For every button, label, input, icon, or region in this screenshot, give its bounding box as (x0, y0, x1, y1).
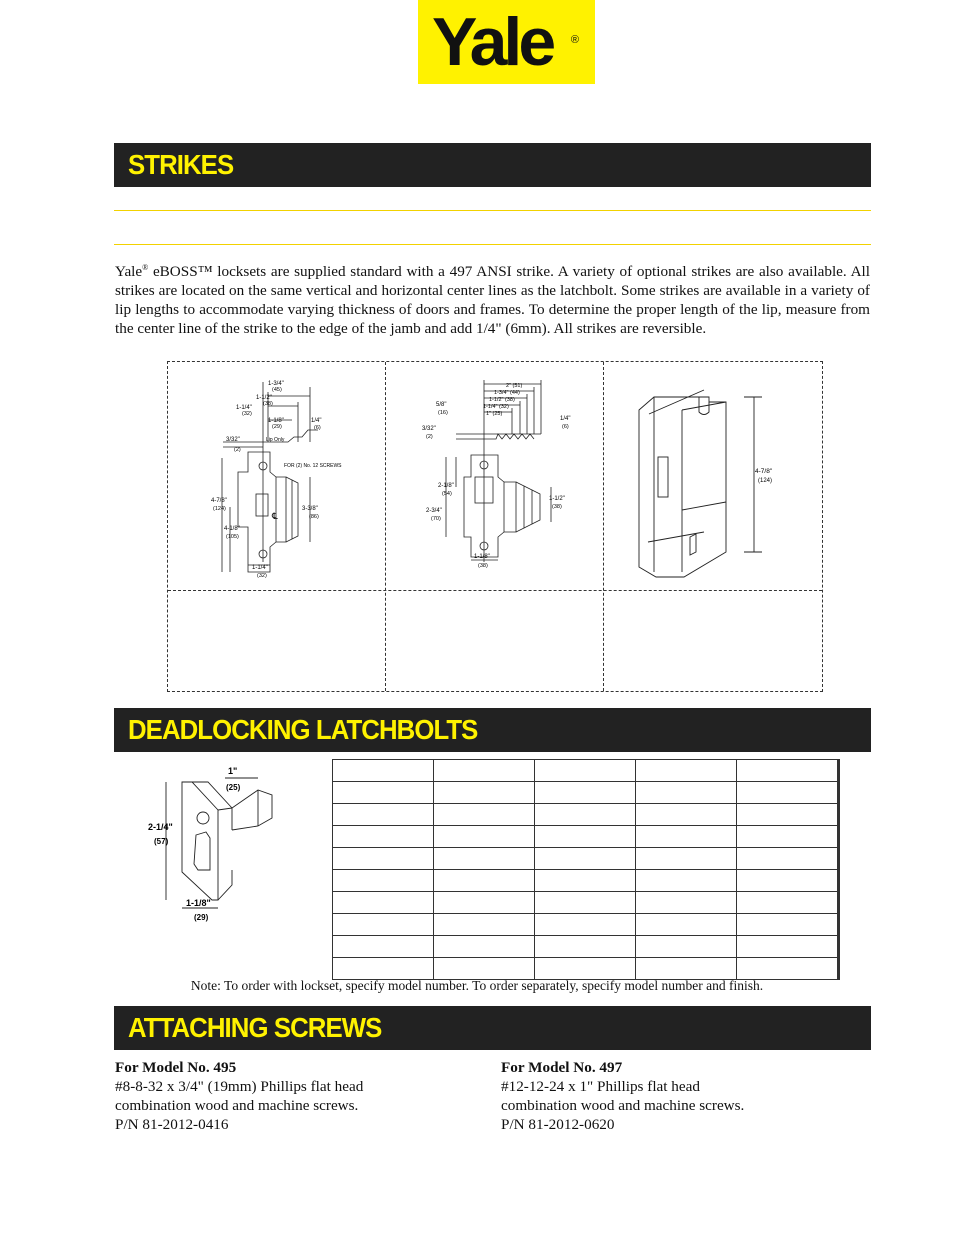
dim-label: 2-3/4" (426, 508, 442, 514)
dim-label: 5/8" (436, 402, 447, 408)
table-cell (333, 760, 434, 782)
latchbolt-table (332, 759, 840, 980)
table-cell (434, 826, 535, 848)
dim-label: (32) (242, 411, 252, 417)
dim-label: 1-1/8" (474, 554, 490, 560)
screw-part-number: P/N 81-2012-0416 (115, 1116, 229, 1133)
dim-label: (6) (562, 424, 569, 430)
row-divider (168, 590, 822, 591)
dim-label: 1-3/4" (268, 381, 284, 387)
table-row (333, 936, 840, 958)
table-cell (434, 848, 535, 870)
table-row (333, 804, 840, 826)
table-cell (839, 870, 840, 892)
table-cell (636, 826, 737, 848)
dim-label: 1-1/2" (38) (489, 397, 515, 403)
table-cell (737, 782, 838, 804)
screw-spec-495 (115, 1058, 363, 1134)
table-cell (434, 914, 535, 936)
strike-diagram-box-strike (604, 362, 822, 590)
dim-label: 1-1/4" (236, 405, 252, 411)
strike-diagram-497 (168, 362, 385, 590)
table-cell (333, 936, 434, 958)
attaching-title: ATTACHING SCREWS (128, 1012, 382, 1043)
table-cell (535, 760, 636, 782)
table-cell (737, 914, 838, 936)
logo-registered-mark: ® (570, 34, 579, 46)
order-note: Note: To order with lockset, specify model number. To order separately, specify model number and finish. (190, 978, 764, 993)
deadlocking-title: DEADLOCKING LATCHBOLTS (128, 714, 478, 745)
dim-label: (86) (309, 514, 319, 520)
table-row (333, 958, 840, 980)
strike-diagram-multi-lip (386, 362, 603, 590)
table-cell (333, 782, 434, 804)
table-cell (839, 826, 840, 848)
table-cell (535, 826, 636, 848)
table-row (333, 892, 840, 914)
table-cell (333, 914, 434, 936)
table-cell (839, 914, 840, 936)
table-cell (636, 848, 737, 870)
dim-label: 1-1/2" (256, 395, 272, 401)
table-cell (535, 936, 636, 958)
table-cell (636, 936, 737, 958)
dim-label: 1-1/2" (549, 496, 565, 502)
dim-label: (124) (213, 506, 226, 512)
dim-label: (70) (431, 516, 441, 522)
table-cell (636, 760, 737, 782)
dim-label: Lip Only (266, 437, 285, 443)
yale-logo (418, 0, 595, 84)
table-cell (535, 870, 636, 892)
dim-label: 1-1/4" (32) (483, 404, 509, 410)
table-cell (737, 826, 838, 848)
screw-line: #8-8-32 x 3/4" (19mm) Phillips flat head (115, 1078, 364, 1095)
table-cell (333, 870, 434, 892)
dim-label: 3-3/8" (302, 506, 318, 512)
table-cell (333, 892, 434, 914)
dim-label: (29) (194, 913, 209, 922)
dim-label: (38) (478, 563, 488, 569)
dim-label: 2" (51) (506, 383, 523, 389)
screw-line: #12-12-24 x 1" Phillips flat head (501, 1078, 700, 1095)
strike-diagrams-box (167, 361, 823, 692)
dim-label: (38) (263, 401, 273, 407)
table-row (333, 826, 840, 848)
table-cell (434, 892, 535, 914)
dim-label: 1/4" (560, 416, 571, 422)
table-cell (839, 936, 840, 958)
dim-label: 1/4" (311, 418, 322, 424)
dim-label: (124) (758, 478, 773, 484)
table-cell (737, 958, 838, 980)
table-cell (434, 804, 535, 826)
table-cell (434, 782, 535, 804)
table-cell (434, 958, 535, 980)
table-cell (535, 892, 636, 914)
dim-label: 1-3/4" (44) (494, 390, 520, 396)
table-cell (737, 848, 838, 870)
table-cell (839, 782, 840, 804)
dim-label: 1-1/8" (186, 898, 211, 908)
table-cell (636, 892, 737, 914)
table-cell (333, 826, 434, 848)
table-cell (839, 892, 840, 914)
intro-paragraph (115, 258, 870, 338)
table-cell (434, 870, 535, 892)
dim-label: 1" (25) (486, 411, 503, 417)
table-cell (636, 870, 737, 892)
table-cell (535, 804, 636, 826)
dim-label: FOR (2) No. 12 SCREWS (284, 463, 342, 469)
dim-label: 2-1/4" (148, 822, 173, 832)
dim-label: 1-1/4" (252, 565, 268, 571)
table-cell (839, 958, 840, 980)
brand-name: Yale (115, 263, 143, 281)
table-cell (535, 782, 636, 804)
strikes-header-bar (114, 143, 871, 187)
screw-part-number: P/N 81-2012-0620 (501, 1116, 615, 1133)
dim-label: (2) (234, 447, 241, 453)
table-row (333, 848, 840, 870)
dim-label: (54) (442, 491, 452, 497)
dim-label: 2-1/8" (438, 483, 454, 489)
dim-label: 1" (228, 766, 238, 776)
attaching-header-bar (114, 1006, 871, 1050)
logo-text: Yale (432, 4, 553, 80)
dim-label: 4-7/8" (211, 498, 227, 504)
table-cell (434, 760, 535, 782)
dim-label: (16) (438, 410, 448, 416)
intro-text: eBOSS™ locksets are supplied standard with a 497 ANSI strike. A variety of optional strikes are also available. All strikes are located on the same vertical and horizontal center lines as the latchbolt. Some strikes are available in a variety of lip lengths to accommodate varying thickness of doors and frames. To determine the proper length of the lip, measure from the center line of the strike to the edge of the jamb and add 1/4" (6mm). All strikes are reversible. (115, 263, 870, 338)
table-cell (535, 848, 636, 870)
dim-label: (6) (314, 425, 321, 431)
table-cell (333, 804, 434, 826)
table-cell (737, 760, 838, 782)
dim-label: (29) (272, 424, 282, 430)
dim-label: (105) (226, 534, 239, 540)
dim-label: 1-1/8" (268, 418, 284, 424)
table-cell (636, 804, 737, 826)
strikes-title: STRIKES (128, 149, 234, 180)
dim-label: (57) (154, 837, 169, 846)
registered-mark: ® (142, 263, 149, 272)
dim-label: (38) (552, 504, 562, 510)
divider-line (114, 210, 871, 211)
screw-model-title: For Model No. 497 (501, 1059, 623, 1076)
table-cell (636, 958, 737, 980)
table-cell (839, 804, 840, 826)
table-cell (535, 958, 636, 980)
table-cell (737, 892, 838, 914)
table-cell (333, 958, 434, 980)
dim-label: (2) (426, 434, 433, 440)
table-cell (636, 914, 737, 936)
screw-spec-497 (501, 1058, 744, 1134)
centerline-symbol: ℄ (272, 511, 278, 521)
dim-label: (45) (272, 387, 282, 393)
table-row (333, 760, 840, 782)
dim-label: (25) (226, 783, 241, 792)
latchbolt-diagram (140, 760, 290, 930)
table-cell (737, 804, 838, 826)
table-row (333, 914, 840, 936)
table-cell (737, 870, 838, 892)
table-cell (434, 936, 535, 958)
table-row (333, 782, 840, 804)
dim-label: 3/32" (226, 437, 240, 443)
table-cell (333, 848, 434, 870)
table-cell (636, 782, 737, 804)
table-cell (737, 936, 838, 958)
dim-label: 4-1/8" (224, 526, 240, 532)
dim-label: (32) (257, 573, 267, 579)
screw-line: combination wood and machine screws. (115, 1097, 359, 1114)
dim-label: 3/32" (422, 426, 436, 432)
table-cell (535, 914, 636, 936)
dim-label: 4-7/8" (755, 468, 773, 475)
deadlocking-header-bar (114, 708, 871, 752)
table-cell (839, 760, 840, 782)
screw-model-title: For Model No. 495 (115, 1059, 237, 1076)
divider-line (114, 244, 871, 245)
screw-line: combination wood and machine screws. (501, 1097, 745, 1114)
table-cell (839, 848, 840, 870)
table-row (333, 870, 840, 892)
